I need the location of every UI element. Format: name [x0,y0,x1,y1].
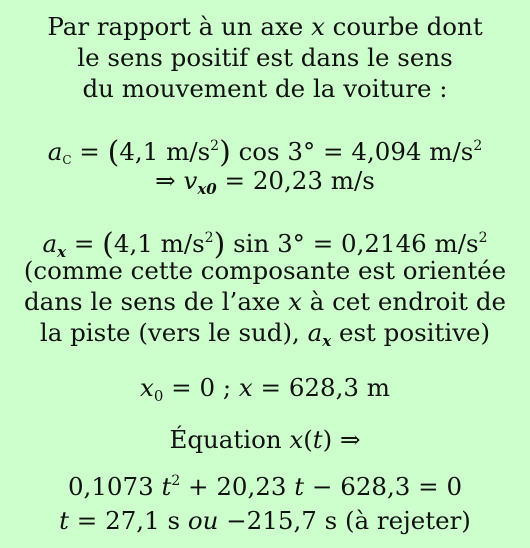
x0-value: = 0 ; [163,373,239,402]
a-symbol: a [47,137,63,166]
comment-text: est positive) [331,318,491,347]
squared: 2 [473,138,483,154]
left-paren: ( [102,227,114,262]
ax-result: sin 3° = 0,2146 m/s [225,229,479,258]
a-symbol: a [42,229,58,258]
comment-line-3 [0,318,530,356]
comment-text: dans le sens de l’axe [23,287,289,316]
implies-arrow: ⇒ [332,425,361,454]
right-paren: ) [219,135,231,170]
x-variable: x [289,425,304,454]
left-paren: ( [303,425,313,454]
coef-c: − 628,3 = 0 [304,472,463,501]
t-variable: t [312,425,323,454]
comment-text: à cet endroit de [301,287,507,316]
intro-text: Par rapport à un axe [47,12,312,41]
vx0-result: = 20,23 m/s [216,166,375,195]
initial-conditions [0,373,530,411]
right-paren: ) [322,425,333,454]
solution-line [0,506,530,536]
intro-text: courbe dont [324,12,483,41]
equation-label: Équation [169,425,290,454]
x-variable: x [140,373,154,402]
equation-heading [0,425,530,455]
squared: 2 [478,230,488,246]
t-variable: t [294,472,305,501]
coef-a: 0,1073 [67,472,162,501]
squared: 2 [171,473,181,489]
solution-value: = 27,1 s [69,506,188,535]
comment-line-1: (comme cette composante est orientée [23,256,507,285]
a-symbol: a [307,318,323,347]
left-paren: ( [107,135,120,170]
x-value: = 628,3 m [252,373,390,402]
implies-arrow: ⇒ [155,166,184,195]
comment-line-2 [0,287,530,317]
quadratic-equation [0,466,530,502]
ac-result: cos 3° = 4,094 m/s [230,137,474,166]
vx0-equation [0,166,530,204]
accel-value: 4,1 m/s [119,137,211,166]
x-variable: x [288,287,302,316]
ou-word: ou [187,506,219,535]
t-variable: t [161,472,172,501]
coef-b: + 20,23 [180,472,295,501]
v-symbol: v [183,166,198,195]
c-subscript: C [62,153,72,167]
x-subscript: x [57,243,67,261]
x0-subscript: x0 [197,180,217,198]
comment-text: la piste (vers le sud), [39,318,308,347]
x-subscript: x [322,332,332,350]
intro-line-1 [0,12,530,42]
intro-line-3: du mouvement de la voiture : [82,74,448,103]
zero-subscript: 0 [153,387,164,405]
x-variable: x [238,373,253,402]
squared: 2 [210,138,220,154]
t-variable: t [59,506,70,535]
equals: = [71,137,108,166]
rejected-value: −215,7 s (à rejeter) [218,506,471,535]
accel-value: 4,1 m/s [113,229,205,258]
intro-line-2: le sens positif est dans le sens [77,43,453,72]
equals: = [66,229,103,258]
x-variable: x [311,12,325,41]
right-paren: ) [213,227,226,262]
squared: 2 [204,230,214,246]
